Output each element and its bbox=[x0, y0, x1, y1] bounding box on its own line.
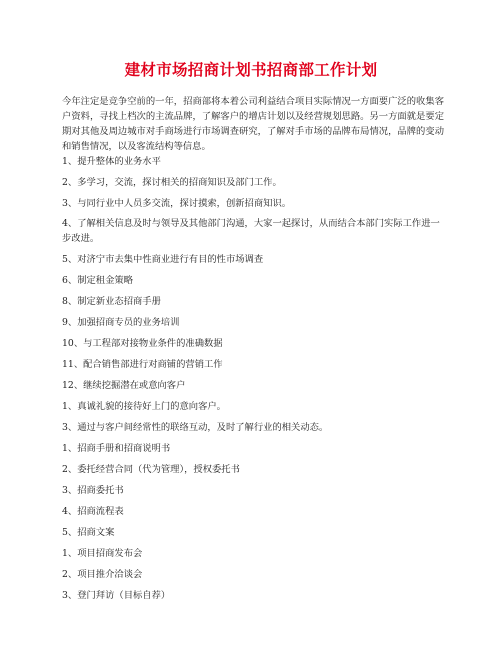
list-item: 3、与同行业中人员多交流，探讨摸索，创新招商知识。 bbox=[62, 198, 292, 209]
list-item: 2、项目推介洽谈会 bbox=[62, 569, 143, 580]
list-item: 5、招商文案 bbox=[62, 527, 115, 538]
list-item: 1、招商手册和招商说明书 bbox=[62, 443, 171, 454]
list-item: 4、招商流程表 bbox=[62, 506, 124, 517]
intro-paragraph: 今年注定是竞争空前的一年，招商部将本着公司利益结合项目实际情况一方面要广泛的收集客户资料，寻找上档次的主流品牌，了解客户的增店计划以及经营规划思路。另一方面就是要定期对其他及周边城市对手商场进行市场调查研究，了解对手市场的品牌布局情况，品牌的变动和销售情况，以及客流结构等信息。 bbox=[62, 96, 444, 152]
document-title: 建材市场招商计划书招商部工作计划 bbox=[124, 60, 378, 79]
list-item: 3、招商委托书 bbox=[62, 485, 124, 496]
list-item: 9、加强招商专员的业务培训 bbox=[62, 317, 180, 328]
list-item: 3、通过与客户间经常性的联络互动，及时了解行业的相关动态。 bbox=[62, 422, 329, 433]
list-item: 1、提升整体的业务水平 bbox=[62, 156, 161, 167]
list-item: 11、配合销售部进行对商铺的营销工作 bbox=[62, 359, 223, 370]
list-item: 2、委托经营合同（代为管理），授权委托书 bbox=[62, 464, 240, 475]
list-item: 10、与工程部对接物业条件的准确数据 bbox=[62, 338, 223, 349]
list-item: 4、了解相关信息及时与领导及其他部门沟通，大家一起探讨，从而结合本部门实际工作进一步改进。 bbox=[62, 218, 440, 244]
list-item: 5、对济宁市去集中性商业进行有目的性市场调查 bbox=[62, 254, 264, 265]
list-item: 12、继续挖掘潜在或意向客户 bbox=[62, 380, 186, 391]
list-item: 2、多学习，交流，探讨相关的招商知识及部门工作。 bbox=[62, 177, 282, 188]
list-item: 3、登门拜访（目标自荐） bbox=[62, 590, 171, 601]
list-item: 6、制定租金策略 bbox=[62, 275, 133, 286]
list-item: 1、真诚礼貌的接待好上门的意向客户。 bbox=[62, 401, 226, 412]
list-item: 8、制定新业态招商手册 bbox=[62, 296, 161, 307]
list-item: 1、项目招商发布会 bbox=[62, 548, 143, 559]
